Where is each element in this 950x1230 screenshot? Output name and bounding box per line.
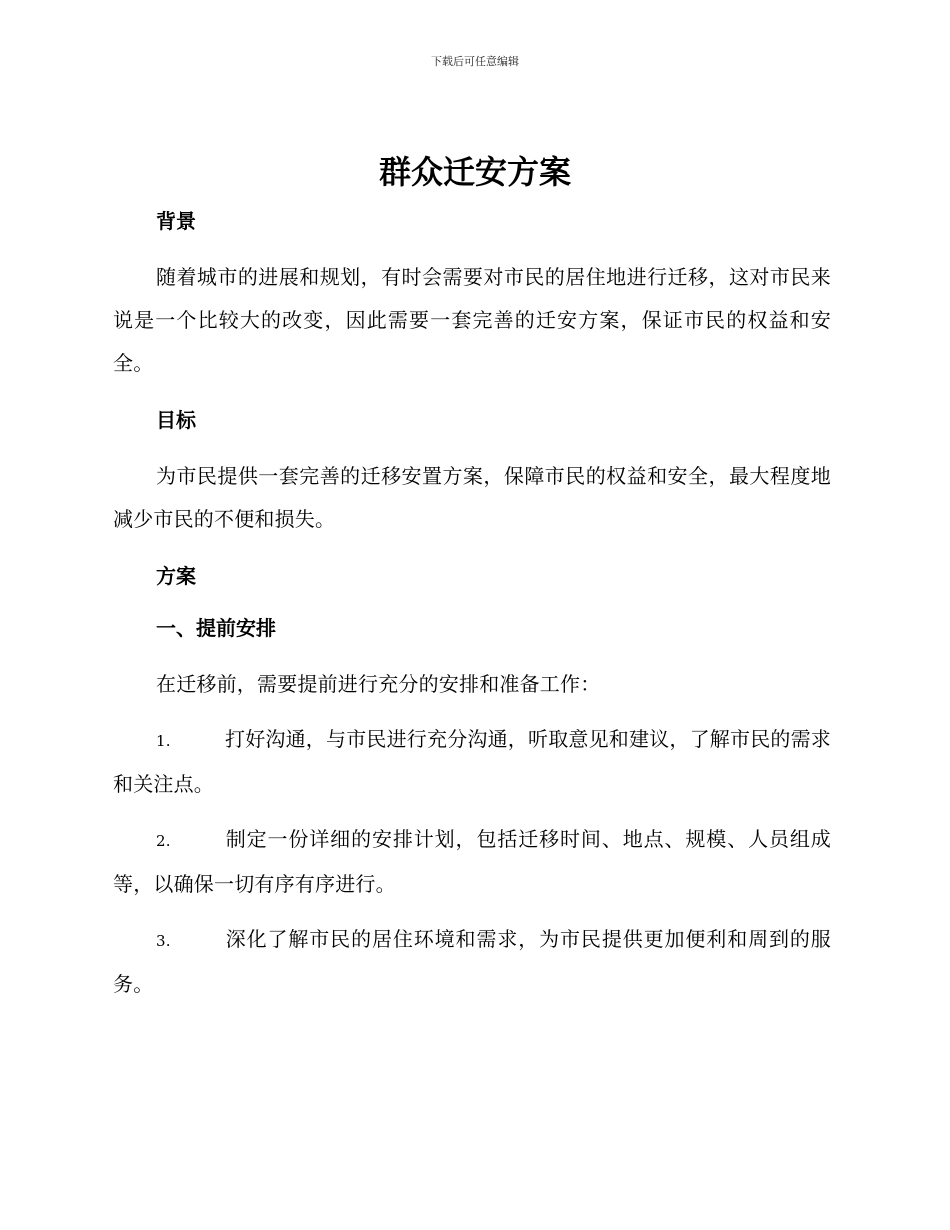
list-item [113, 918, 831, 1006]
plan-intro-paragraph: 在迁移前，需要提前进行充分的安排和准备工作： [156, 672, 601, 696]
list-item-number: 3. [156, 932, 171, 950]
list-item [113, 718, 831, 806]
list-item-text: 打好沟通，与市民进行充分沟通，听取意见和建议，了解市民的需求和关注点。 [113, 727, 831, 796]
list-item-text: 深化了解市民的居住环境和需求，为市民提供更加便利和周到的服务。 [113, 927, 831, 996]
list-item [113, 818, 831, 906]
document-body [113, 204, 831, 1006]
subsection-heading-advance-arrangement: 一、提前安排 [156, 616, 276, 640]
document-title: 群众迁安方案 [378, 153, 571, 191]
section-heading-background: 背景 [156, 209, 196, 233]
section-heading-goal: 目标 [156, 408, 196, 432]
section-heading-plan: 方案 [156, 564, 196, 588]
list-item-number: 2. [156, 832, 171, 850]
goal-paragraph: 为市民提供一套完善的迁移安置方案，保障市民的权益和安全，最大程度地减少市民的不便和损失。 [113, 464, 831, 531]
list-item-number: 1. [156, 732, 171, 750]
list-item-text: 制定一份详细的安排计划，包括迁移时间、地点、规模、人员组成等，以确保一切有序有序进行。 [113, 827, 831, 896]
page-header-note: 下载后可任意编辑 [431, 55, 519, 68]
background-paragraph: 随着城市的进展和规划，有时会需要对市民的居住地进行迁移，这对市民来说是一个比较大的改变，因此需要一套完善的迁安方案，保证市民的权益和安全。 [113, 265, 831, 375]
